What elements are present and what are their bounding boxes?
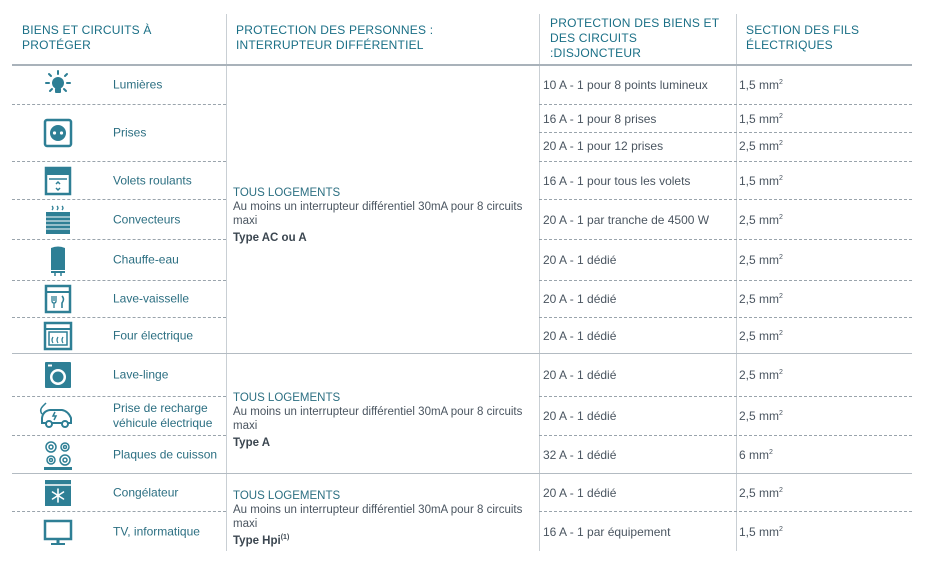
dishwasher-icon — [42, 283, 74, 315]
differential-group — [233, 489, 533, 548]
group-text: Au moins un interrupteur différentiel 30mA pour 8 circuits maxi — [233, 504, 523, 530]
row-label: Prises — [113, 125, 147, 140]
breaker-value: 20 A - 1 dédié — [543, 485, 617, 500]
breaker-value: 10 A - 1 pour 8 points lumineux — [543, 78, 708, 92]
wire-section-value: 6 $mm^2$ — [739, 447, 773, 462]
header-personnes: PROTECTION DES PERSONNES : INTERRUPTEUR DIFFÉRENTIEL — [236, 23, 434, 52]
group-text: Au moins un interrupteur différentiel 30mA pour 8 circuits maxi — [233, 406, 523, 432]
wire-section-value: 2,5 $mm^2$ — [739, 328, 783, 343]
shutter-icon — [42, 165, 74, 197]
row-label: Congélateur — [113, 485, 179, 499]
row-label: Volets roulants — [113, 173, 192, 187]
row-label: Prise de recharge véhicule électrique — [113, 401, 213, 430]
breaker-value: 20 A - 1 dédié — [543, 409, 617, 423]
table-row — [12, 281, 912, 317]
wire-section-value: 2,5 $mm^2$ — [739, 368, 783, 382]
breaker-value: 20 A - 1 dédié — [543, 328, 617, 343]
row-label: Lumières — [113, 77, 163, 92]
cooktop-icon — [42, 439, 74, 471]
wire-section-value: 2,5 $mm^2$ — [739, 139, 783, 153]
table-row — [12, 66, 912, 104]
differential-group — [233, 391, 533, 450]
wire-section-value: 1,5 $mm^2$ — [739, 112, 783, 126]
group-title: TOUS LOGEMENTS — [233, 490, 341, 502]
differential-group — [233, 186, 533, 245]
header-section: SECTION DES FILS ÉLECTRIQUES — [746, 23, 860, 52]
group-type: Type A — [233, 436, 271, 449]
group-type: Type Hpi$^{(1)}$ — [233, 534, 290, 547]
washing-machine-icon — [42, 359, 74, 391]
wire-section-value: 1,5 $mm^2$ — [739, 78, 783, 92]
table-row — [12, 105, 912, 161]
header-biens: BIENS ET CIRCUITS À PROTÉGER — [22, 23, 152, 52]
row-divider — [539, 132, 912, 133]
header-disjoncteur: PROTECTION DES BIENS ET DES CIRCUITS :DISJONCTEUR — [550, 15, 720, 60]
breaker-value: 20 A - 1 dédié — [543, 368, 617, 382]
group-type: Type AC ou A — [233, 231, 307, 244]
electric-car-icon — [38, 400, 78, 432]
row-label: Lave-linge — [113, 367, 169, 382]
group-title: TOUS LOGEMENTS — [233, 187, 341, 199]
wire-section-value: 2,5 $mm^2$ — [739, 292, 783, 306]
row-label: Four électrique — [113, 328, 194, 342]
tv-icon — [42, 516, 74, 548]
water-heater-icon — [42, 244, 74, 276]
table-row — [12, 240, 912, 280]
row-label: Lave-vaisselle — [113, 291, 190, 306]
breaker-value: 20 A - 1 dédié — [543, 292, 617, 306]
row-label: Convecteurs — [113, 212, 181, 226]
breaker-value: 20 A - 1 par tranche de 4500 W — [543, 212, 710, 227]
oven-icon — [42, 320, 74, 352]
row-label: Chauffe-eau — [113, 252, 179, 267]
wire-section-value: 1,5 $mm^2$ — [739, 173, 783, 188]
group-title: TOUS LOGEMENTS — [233, 392, 341, 404]
table-row — [12, 354, 912, 396]
breaker-value: 20 A - 1 dédié — [543, 253, 617, 267]
breaker-value: 32 A - 1 dédié — [543, 447, 617, 462]
wire-section-value: 2,5 $mm^2$ — [739, 485, 783, 500]
socket-icon — [42, 117, 74, 149]
breaker-value: 20 A - 1 pour 12 prises — [543, 139, 664, 153]
row-label: Plaques de cuisson — [113, 447, 218, 461]
wire-section-value: 1,5 $mm^2$ — [739, 524, 783, 539]
wire-section-value: 2,5 $mm^2$ — [739, 212, 783, 227]
convector-icon — [42, 204, 74, 236]
light-bulb-icon — [42, 69, 74, 101]
row-label: TV, informatique — [113, 524, 200, 538]
freezer-icon — [42, 477, 74, 509]
wire-section-value: 2,5 $mm^2$ — [739, 253, 783, 267]
wire-section-value: 2,5 $mm^2$ — [739, 409, 783, 423]
breaker-value: 16 A - 1 par équipement — [543, 524, 671, 539]
group-text: Au moins un interrupteur différentiel 30mA pour 8 circuits maxi — [233, 201, 523, 227]
breaker-value: 16 A - 1 pour tous les volets — [543, 173, 691, 188]
table-row — [12, 318, 912, 353]
breaker-value: 16 A - 1 pour 8 prises — [543, 112, 657, 126]
